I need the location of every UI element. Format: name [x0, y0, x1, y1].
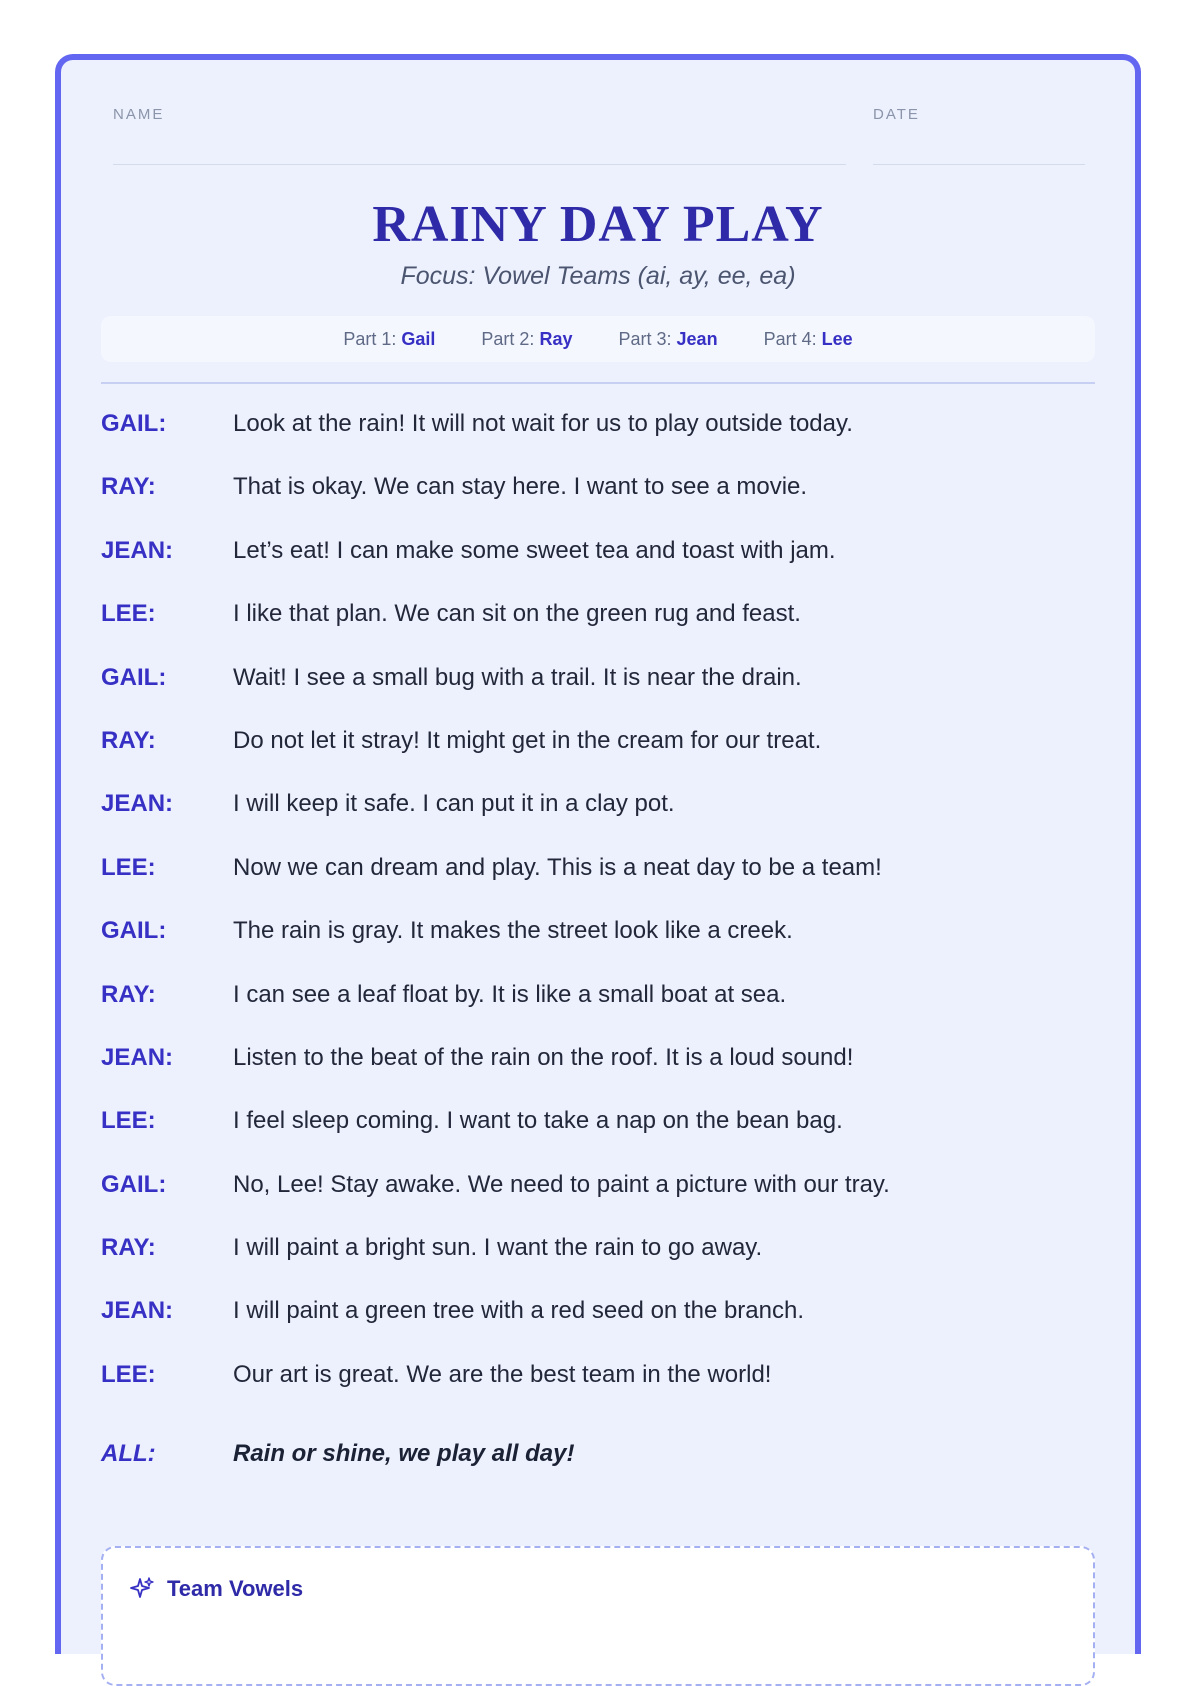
- speech-text: Do not let it stray! It might get in the cream for our treat.: [233, 726, 822, 754]
- speaker-label: JEAN:: [101, 536, 174, 564]
- name-label: NAME: [113, 106, 165, 123]
- date-label: DATE: [873, 106, 920, 123]
- script-line: [101, 1171, 1095, 1234]
- script-line: [101, 537, 1095, 600]
- script-line: [101, 981, 1095, 1044]
- script-line: [101, 790, 1095, 853]
- speaker-label: GAIL:: [101, 663, 167, 691]
- speaker-label: RAY:: [101, 726, 156, 754]
- name-field[interactable]: [113, 106, 846, 165]
- speech-text: I can see a leaf float by. It is like a small boat at sea.: [233, 980, 787, 1008]
- part-label: Part 4:: [763, 328, 817, 349]
- part-label: Part 2:: [481, 328, 535, 349]
- speech-text: Let’s eat! I can make some sweet tea and toast with jam.: [233, 536, 836, 564]
- speech-text: The rain is gray. It makes the street look like a creek.: [233, 917, 793, 945]
- parts-bar: [101, 316, 1095, 362]
- part-label: Part 3:: [618, 328, 672, 349]
- finale-line: [101, 1440, 1095, 1503]
- speech-text: I will keep it safe. I can put it in a clay pot.: [233, 790, 675, 818]
- part-3: [618, 329, 717, 350]
- speech-text: I like that plan. We can sit on the green rug and feast.: [233, 600, 801, 628]
- speaker-label: LEE:: [101, 600, 156, 628]
- page-subtitle: Focus: Vowel Teams (ai, ay, ee, ea): [400, 262, 796, 290]
- speaker-label: LEE:: [101, 1360, 156, 1388]
- speaker-label: RAY:: [101, 473, 156, 501]
- speech-text: Our art is great. We are the best team in the world!: [233, 1360, 772, 1388]
- speaker-label: GAIL:: [101, 1170, 167, 1198]
- team-vowels-box: [101, 1546, 1095, 1686]
- speaker-label: RAY:: [101, 980, 156, 1008]
- speech-text: I will paint a bright sun. I want the rain to go away.: [233, 1234, 763, 1262]
- script-line: [101, 600, 1095, 663]
- speaker-label: LEE:: [101, 853, 156, 881]
- speaker-label: GAIL:: [101, 917, 167, 945]
- script-line: [101, 664, 1095, 727]
- script-line: [101, 1361, 1095, 1424]
- speaker-label: JEAN:: [101, 1043, 174, 1071]
- box-title: Team Vowels: [167, 1576, 304, 1601]
- speaker-label: RAY:: [101, 1234, 156, 1262]
- script-line: [101, 727, 1095, 790]
- part-name: Ray: [539, 328, 573, 349]
- part-label: Part 1:: [343, 328, 397, 349]
- divider: [101, 382, 1095, 384]
- speaker-label: JEAN:: [101, 1297, 174, 1325]
- speech-text: I feel sleep coming. I want to take a nap on the bean bag.: [233, 1107, 843, 1135]
- worksheet: [55, 54, 1141, 1654]
- part-2: [481, 329, 572, 350]
- part-4: [764, 329, 853, 350]
- script-line: [101, 1107, 1095, 1170]
- script-line: [101, 917, 1095, 980]
- speech-text: That is okay. We can stay here. I want to see a movie.: [233, 473, 808, 501]
- script-line: [101, 1297, 1095, 1360]
- speech-text: I will paint a green tree with a red seed on the branch.: [233, 1297, 805, 1325]
- script-line: [101, 410, 1095, 473]
- part-name: Gail: [401, 328, 436, 349]
- script-lines: [101, 410, 1095, 1504]
- header-fields: [113, 106, 1085, 164]
- script-line: [101, 1044, 1095, 1107]
- speech-text: Wait! I see a small bug with a trail. It is near the drain.: [233, 663, 802, 691]
- speaker-label: ALL:: [101, 1440, 156, 1468]
- date-field[interactable]: [873, 106, 1085, 165]
- speech-text: Rain or shine, we play all day!: [233, 1440, 575, 1468]
- speaker-label: LEE:: [101, 1107, 156, 1135]
- sparkle-icon: [129, 1576, 155, 1602]
- speech-text: Look at the rain! It will not wait for us to play outside today.: [233, 410, 853, 437]
- speech-text: Listen to the beat of the rain on the roof. It is a loud sound!: [233, 1043, 854, 1071]
- part-name: Lee: [821, 328, 853, 349]
- script-line: [101, 1234, 1095, 1297]
- script-line: [101, 473, 1095, 536]
- speech-text: Now we can dream and play. This is a neat day to be a team!: [233, 853, 882, 881]
- speaker-label: JEAN:: [101, 790, 174, 818]
- speech-text: No, Lee! Stay awake. We need to paint a picture with our tray.: [233, 1170, 890, 1198]
- part-1: [343, 329, 435, 350]
- script-line: [101, 854, 1095, 917]
- page-title: RAINY DAY PLAY: [372, 196, 824, 253]
- box-header: [129, 1576, 303, 1602]
- part-name: Jean: [676, 328, 718, 349]
- speaker-label: GAIL:: [101, 410, 167, 437]
